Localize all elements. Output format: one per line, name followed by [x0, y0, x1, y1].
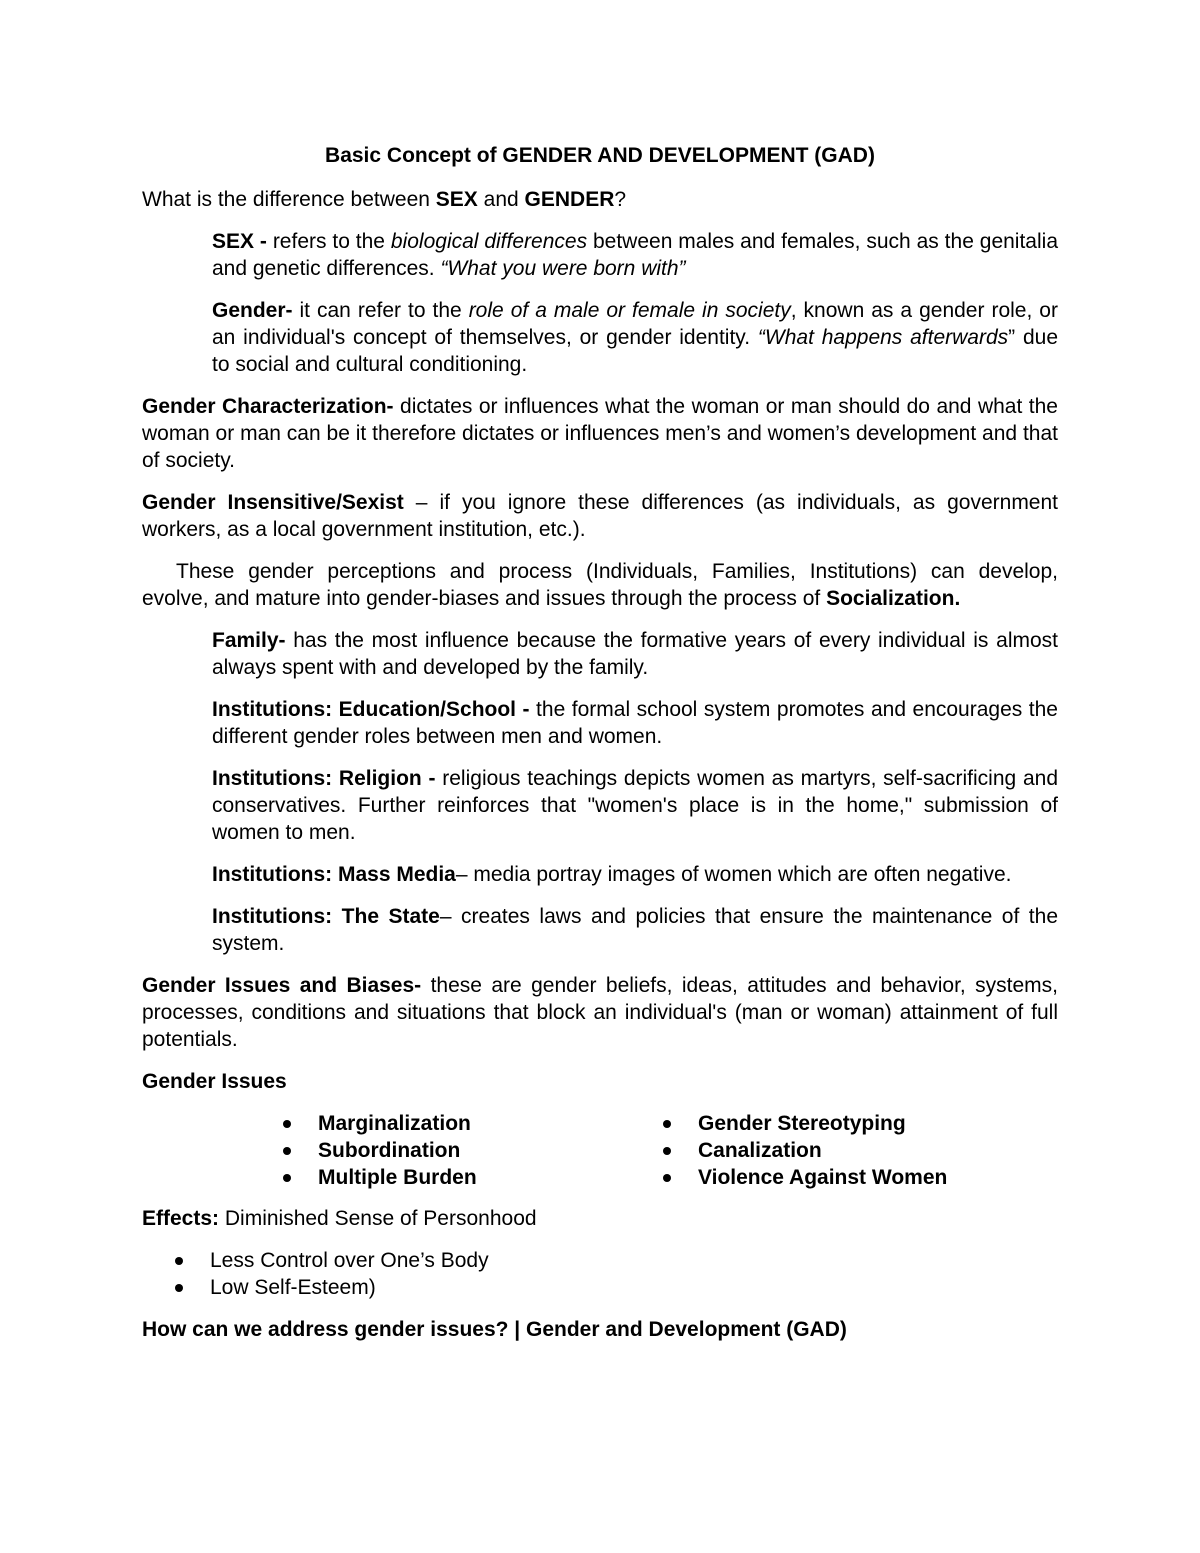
- list-item: Gender Stereotyping: [660, 1110, 1020, 1137]
- gender-insensitive: Gender Insensitive/Sexist – if you ignore these differences (as individuals, as government workers, as a local government institution, etc.).: [142, 491, 1059, 541]
- list-item: Canalization: [660, 1137, 1020, 1164]
- gender-issues-list: [142, 1110, 1058, 1191]
- list-item: Violence Against Women: [660, 1164, 1020, 1191]
- gender-characterization: Gender Characterization- dictates or influences what the woman or man should do and what the woman or man can be it therefore dictates or influences men’s and women’s development and that of society.: [142, 395, 1058, 472]
- socialization-paragraph: These gender perceptions and process (Individuals, Families, Institutions) can develop, evolve, and mature into gender-biases and issues through the process of Socialization.: [142, 560, 1058, 610]
- religion-definition: Institutions: Religion - religious teachings depicts women as martyrs, self-sacrificing and conservatives. Further reinforces that "women's place is in the home," submission of women to men.: [212, 767, 1059, 844]
- effects-paragraph: Effects: Diminished Sense of Personhood: [142, 1207, 537, 1230]
- issues-column-right: [660, 1110, 1020, 1191]
- list-item: Low Self-Esteem): [172, 1274, 1058, 1301]
- family-definition: Family- has the most influence because the formative years of every individual is almost always spent with and developed by the family.: [212, 629, 1058, 679]
- education-definition: Institutions: Education/School - the formal school system promotes and encourages the different gender roles between men and women.: [212, 698, 1058, 748]
- issues-column-left: [280, 1110, 660, 1191]
- gender-definition: Gender- it can refer to the role of a male or female in society, known as a gender role, or an individual's concept of themselves, or gender identity. “What happens afterwards” due to social and cultural conditioning.: [212, 299, 1058, 376]
- media-definition: Institutions: Mass Media– media portray images of women which are often negative.: [212, 863, 1012, 886]
- page-title: Basic Concept of GENDER AND DEVELOPMENT (GAD): [325, 144, 875, 167]
- list-item: Marginalization: [280, 1110, 660, 1137]
- document-body: [142, 142, 1058, 1358]
- issues-biases-definition: Gender Issues and Biases- these are gender beliefs, ideas, attitudes and behavior, systems, processes, conditions and situations that block an individual's (man or woman) attainment of full potentials.: [142, 974, 1058, 1051]
- closing-heading: How can we address gender issues? | Gender and Development (GAD): [142, 1318, 847, 1341]
- sex-definition: SEX - refers to the biological differences between males and females, such as the genitalia and genetic differences. “What you were born with”: [212, 230, 1059, 280]
- effects-list: [172, 1247, 1058, 1301]
- list-item: Less Control over One’s Body: [172, 1247, 1058, 1274]
- list-item: Subordination: [280, 1137, 660, 1164]
- state-definition: Institutions: The State– creates laws and policies that ensure the maintenance of the system.: [212, 905, 1058, 955]
- list-item: Multiple Burden: [280, 1164, 660, 1191]
- gender-issues-heading: Gender Issues: [142, 1070, 287, 1093]
- question-paragraph: What is the difference between SEX and GENDER?: [142, 188, 627, 211]
